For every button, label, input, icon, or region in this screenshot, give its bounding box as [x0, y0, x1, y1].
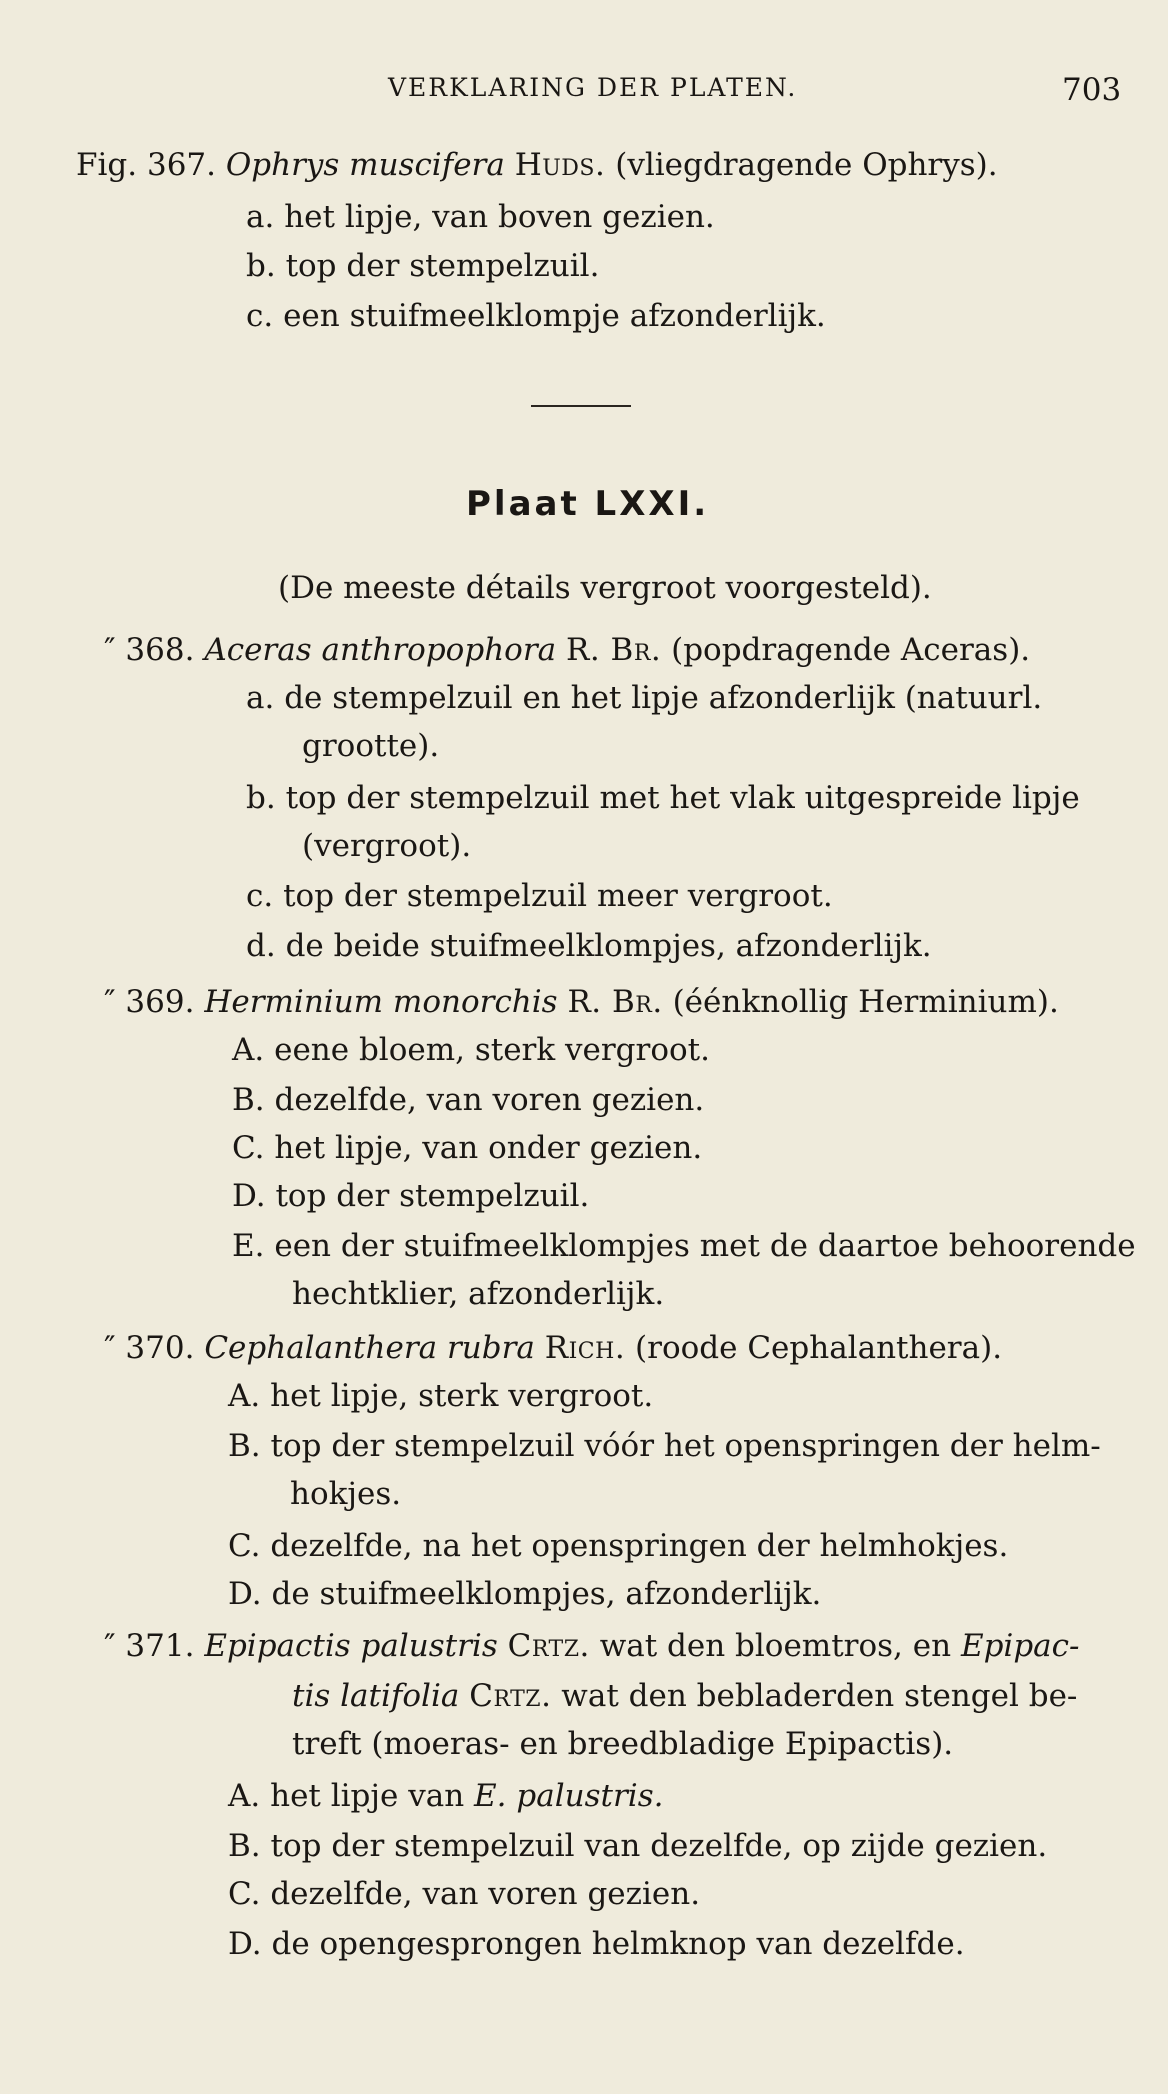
fig-368-item-b: b. top der stempelzuil met het vlak uitgespreide lipje: [246, 780, 1080, 816]
plate-subtitle: (De meeste détails vergroot voorgesteld).: [278, 570, 932, 606]
common-name: (vliegdragende Ophrys).: [615, 147, 998, 183]
fig-label: Fig. 367.: [76, 147, 216, 183]
plate-title: Plaat LXXI.: [466, 484, 710, 524]
fig-370-item-C: C. dezelfde, na het openspringen der helmhokjes.: [228, 1528, 1009, 1564]
fig-371-heading-line2: tis latifolia Crtz. wat den bebladerden stengel be-: [292, 1678, 1078, 1714]
fig-369-item-C: C. het lipje, van onder gezien.: [232, 1130, 703, 1166]
fig-370-item-B: B. top der stempelzuil vóór het openspringen der helm-: [228, 1428, 1101, 1464]
fig-370-item-B-cont: hokjes.: [290, 1476, 402, 1512]
fig-368-heading: ″ 368. Aceras anthropophora R. Br. (popdragende Aceras).: [104, 632, 1031, 668]
fig-368-item-a: a. de stempelzuil en het lipje afzonderlijk (natuurl.: [246, 680, 1043, 716]
fig-371-item-C: C. dezelfde, van voren gezien.: [228, 1876, 701, 1912]
fig-371-item-B: B. top der stempelzuil van dezelfde, op zijde gezien.: [228, 1828, 1048, 1864]
fig-367-item-a: a. het lipje, van boven gezien.: [246, 199, 715, 235]
fig-369-item-E-cont: hechtklier, afzonderlijk.: [292, 1276, 665, 1312]
author: Huds.: [514, 147, 606, 183]
fig-370-item-A: A. het lipje, sterk vergroot.: [228, 1378, 654, 1414]
fig-368-item-c: c. top der stempelzuil meer vergroot.: [246, 878, 833, 914]
fig-369-heading: ″ 369. Herminium monorchis R. Br. (éénknollig Herminium).: [104, 984, 1059, 1020]
species-name: Aceras anthropophora: [204, 632, 557, 668]
fig-369-item-B: B. dezelfde, van voren gezien.: [232, 1082, 705, 1118]
species-name: Herminium monorchis: [204, 984, 558, 1020]
fig-369-item-E: E. een der stuifmeelklompjes met de daartoe behoorende: [232, 1228, 1136, 1264]
fig-371-heading: ″ 371. Epipactis palustris Crtz. wat den bloemtros, en Epipac-: [104, 1628, 1080, 1664]
fig-367-item-c: c. een stuifmeelklompje afzonderlijk.: [246, 298, 826, 334]
fig-370-item-D: D. de stuifmeelklompjes, afzonderlijk.: [228, 1576, 822, 1612]
fig-367-item-b: b. top der stempelzuil.: [246, 248, 600, 284]
species-name: Ophrys muscifera: [225, 147, 505, 183]
fig-368-item-a-cont: grootte).: [302, 728, 440, 764]
fig-369-item-A: A. eene bloem, sterk vergroot.: [232, 1032, 710, 1068]
fig-371-item-A: A. het lipje van E. palustris.: [228, 1778, 664, 1814]
section-divider: [531, 405, 631, 407]
fig-368-item-d: d. de beide stuifmeelklompjes, afzonderlijk.: [246, 928, 932, 964]
fig-371-heading-line3: treft (moeras- en breedbladige Epipactis).: [292, 1726, 954, 1762]
running-header: VERKLARING DER PLATEN.: [388, 73, 798, 102]
fig-369-item-D: D. top der stempelzuil.: [232, 1178, 590, 1214]
page-number: 703: [1062, 72, 1122, 108]
fig-370-heading: ″ 370. Cephalanthera rubra Rich. (roode Cephalanthera).: [104, 1330, 1003, 1366]
fig-371-item-D: D. de opengesprongen helmknop van dezelfde.: [228, 1926, 965, 1962]
species-name: Cephalanthera rubra: [204, 1330, 535, 1366]
fig-367-heading: [76, 145, 998, 185]
fig-368-item-b-cont: (vergroot).: [302, 828, 472, 864]
species-name: Epipactis palustris: [204, 1628, 498, 1664]
